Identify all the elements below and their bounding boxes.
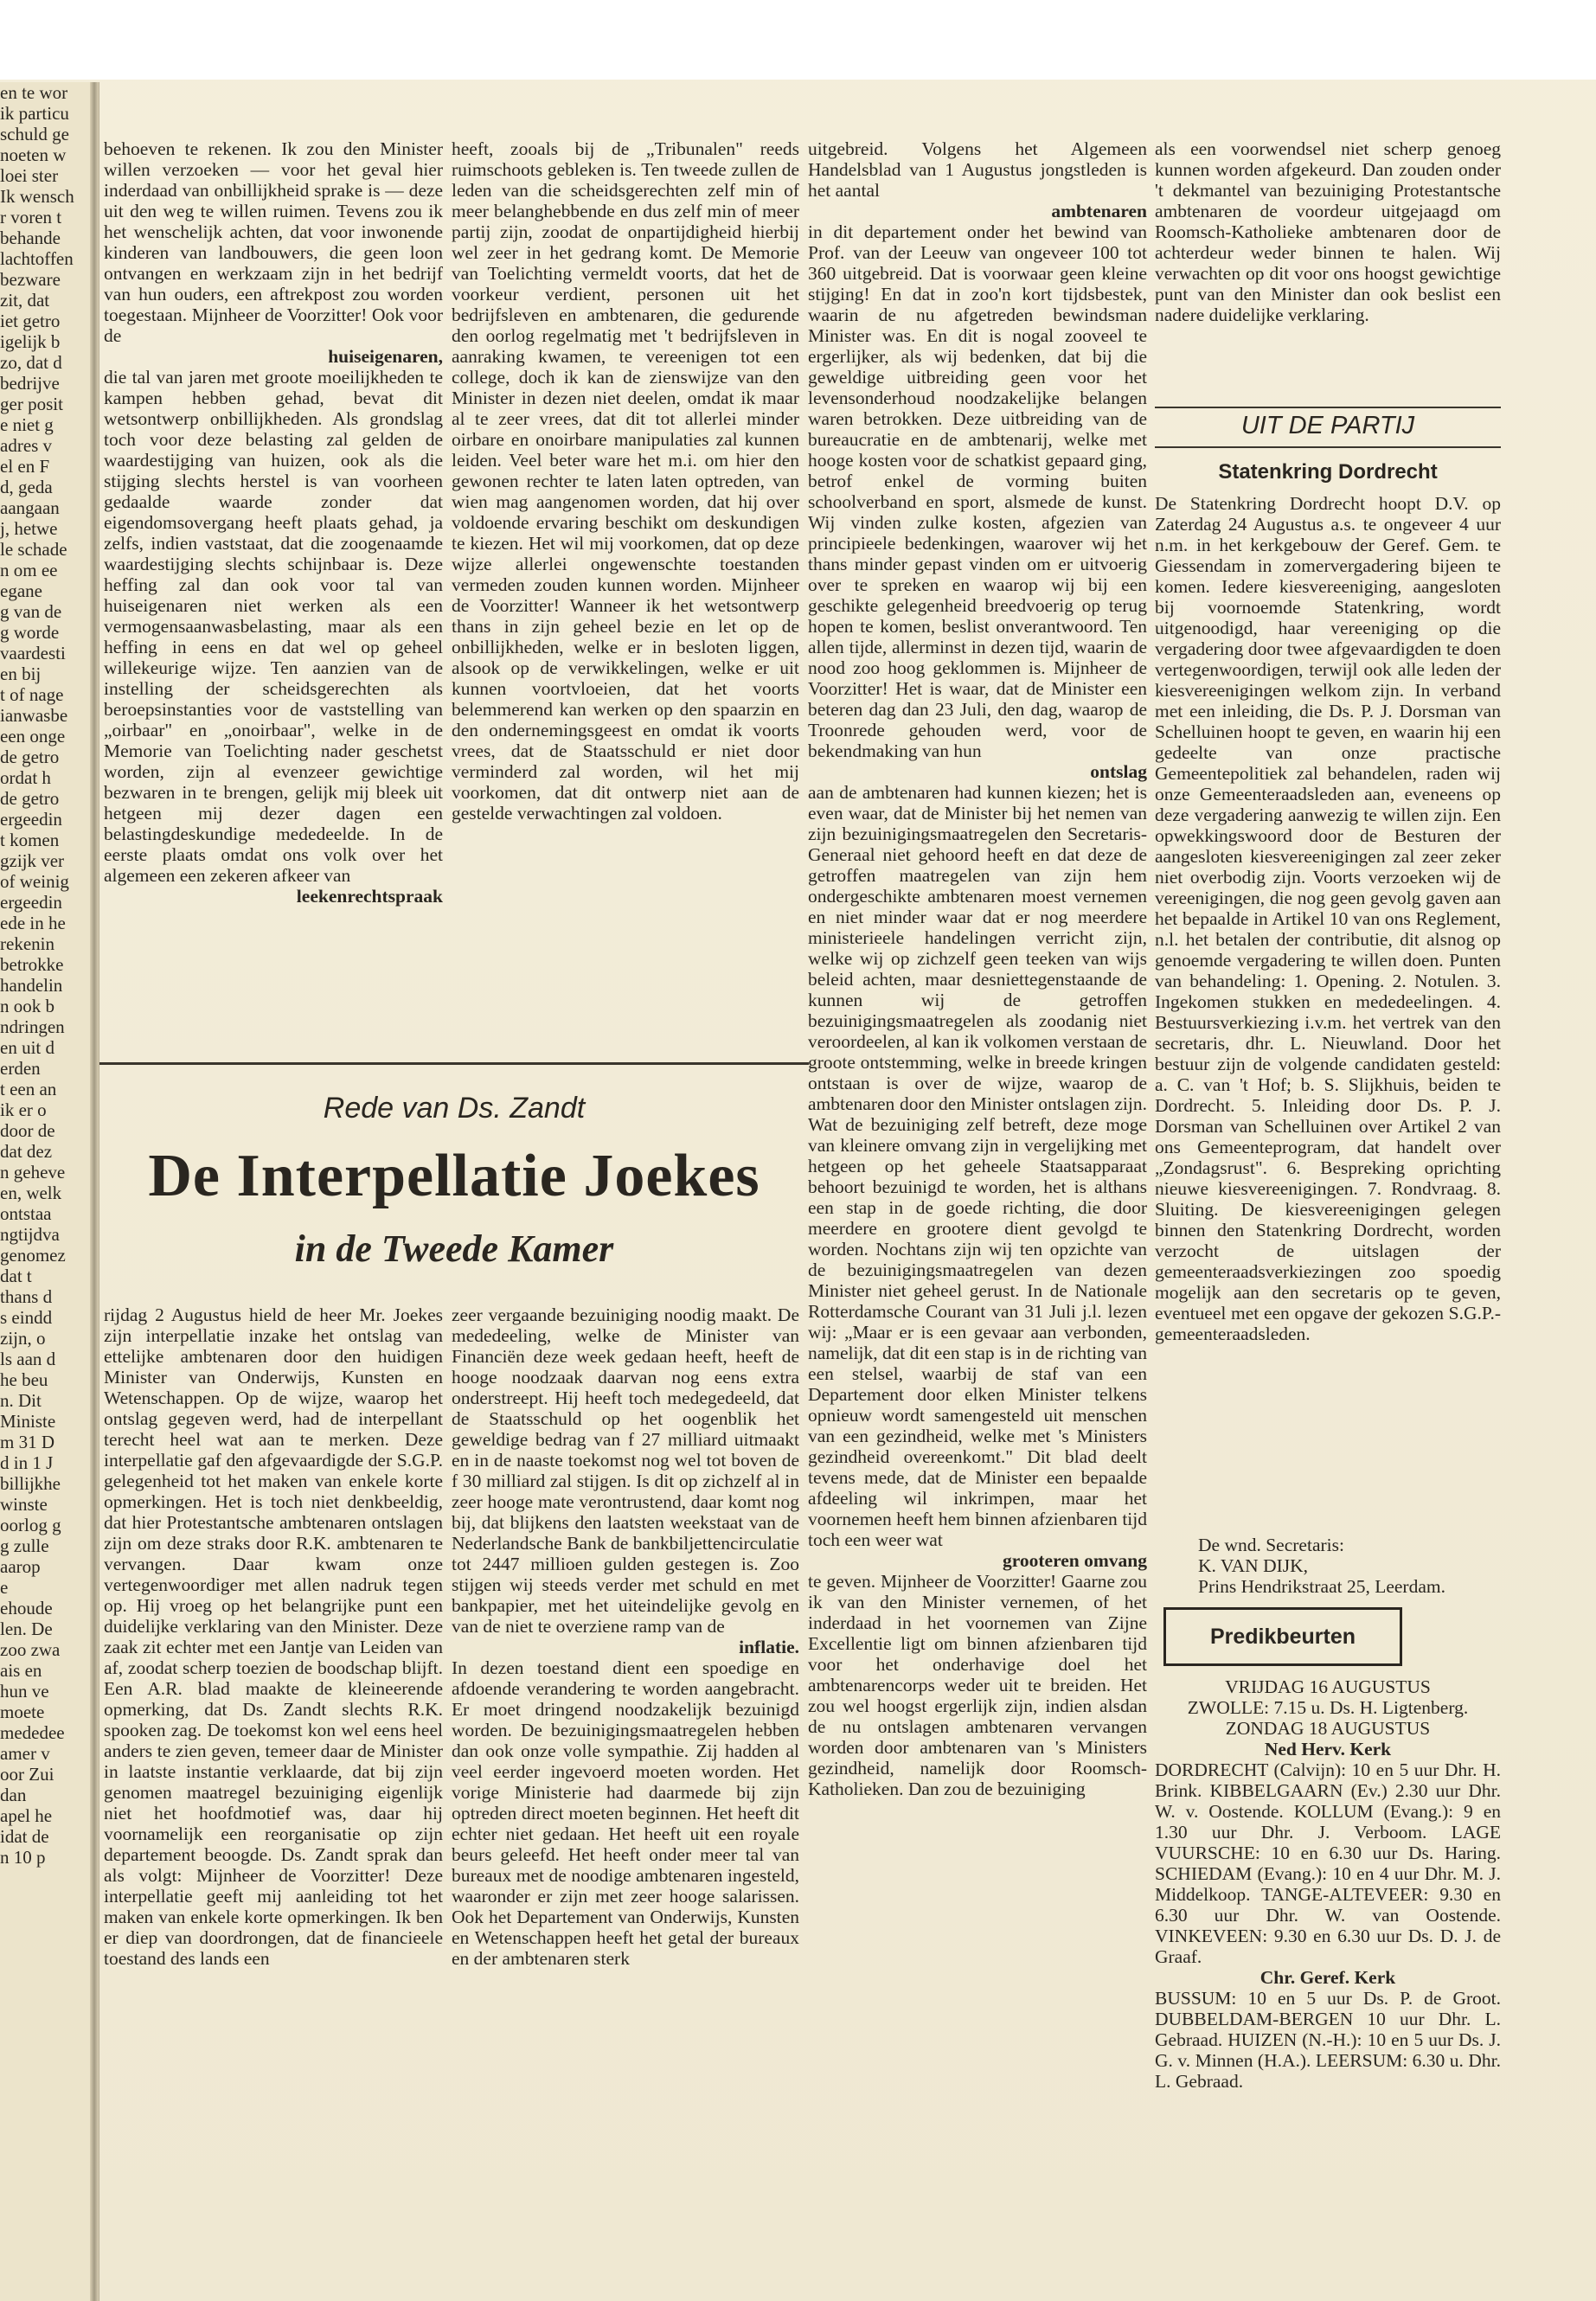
left-edge-fragments — [0, 82, 97, 1868]
column-4-top — [1155, 138, 1501, 402]
scan-top-margin — [0, 0, 1596, 80]
col3-paragraph-b: in dit departement onder het bewind van Prof. van der Leeuw van ongeveer 100 tot 360 uitgebreid. Dat is voorwaar geen kleine stijging! En dat in zoo'n kort tijdsbestek, waarin de nu afgetreden bewindsman Minister was. En dit is nogal zooveel te ergerlijker, als wij bedenken, dat bij die geweldige uitbreiding geen voor het levensonderhoud noodzakelijke belangen waren betrokken. Deze uitbreiding van de bureaucratie en de ambtenarij, welke met hooge kosten voor de schatkist gepaard ging, betrof enkel de vorming buiten schoolverband en sport, alsmede de kunst. Wij vinden zulke kosten, afgezien van principieele bedenkingen, waarover wij het thans minder gepast vinden om er uitvoerig over te spreken en waarop wij bij een geschikte gelegenheid breedvoerig op terug hopen te komen, beslist onverantwoord. Ten allen tijde, allerminst in dezen tijd, waarin de nood zoo hoog geklommen is. Mijnheer de Voorzitter! Het is waar, dat de Minister een beteren dag dan 23 Juli, den dag, waarop de Troonrede gehouden werd, voor de bekendmaking van hun — [808, 221, 1147, 761]
column-3 — [808, 138, 1147, 2187]
left-edge-fragment: Ministe — [0, 1411, 56, 1432]
left-edge-fragment: ls aan d — [0, 1349, 56, 1369]
col2-bottom-paragraph: zeer vergaande bezuiniging noodig maakt. De mededeeling, welke de Minister van Financiën deze week gedaan heeft, heeft de hooge noodzaak daarvan nog eens extra onderstreept. Hij heeft toch medegedeeld, dat de Staatsschuld op het oogenblik het geweldige bedrag van f 27 milliard uitmaakt en in de naaste toekomst nog wel tot boven de f 30 milliard zal stijgen. Is dit op zichzelf al in zeer hooge mate verontrustend, daar komt nog bij, dat blijkens den laatsten weekstaat van de Nederlandsche Bank de bankbiljettencirculatie tot 2447 millioen gulden gestegen is. Zoo stijgen wij steeds verder met schuld en met bankpapier, met het uiteindelijke gevolg en van de niet te overziene ramp van de — [452, 1304, 799, 1637]
preek-heading-ned-herv: Ned Herv. Kerk — [1264, 1739, 1392, 1759]
left-edge-fragment: egane — [0, 580, 42, 601]
left-edge-fragment: aangaan — [0, 497, 60, 518]
article-kicker: Rede van Ds. Zandt — [323, 1092, 586, 1125]
left-edge-fragment: n om ee — [0, 560, 58, 580]
left-edge-fragment: en, welk — [0, 1183, 62, 1203]
left-edge-fragment: lachtoffen — [0, 248, 74, 269]
left-edge-fragment: r voren t — [0, 207, 62, 228]
left-edge-fragment: igelijk b — [0, 331, 61, 352]
preek-list-ned-herv — [1155, 1759, 1501, 1967]
left-edge-fragment: n geheve — [0, 1162, 66, 1183]
column-1-bottom — [104, 1304, 443, 2187]
left-edge-fragment: mededee — [0, 1722, 65, 1743]
left-edge-fragment: oor Zui — [0, 1764, 54, 1785]
col2-bottom-paragraph-2: In dezen toestand dient een spoedige en afdoende verandering te worden aangebracht. Er moet dringend noodzakelijk bezuinigd worden. De bezuinigingsmaatregelen hebben dan ook onze volle sympathie. Zij hadden al veel eerder ingevoerd moeten worden. Het vorige Ministerie had daarmede bij zijn optreden direct moeten beginnen. Het heeft dit echter niet gedaan. Het heeft uit een royale beurs geleefd. Het heeft onder meer tal van bureaux met de noodige ambtenaren ingesteld, waaronder er zijn met zeer hooge salarissen. Ook het Departement van Onderwijs, Kunsten en Wetenschappen heeft het getal der bureaux en der ambtenaren sterk — [452, 1657, 799, 1969]
col1-paragraph: behoeven te rekenen. Ik zou den Minister willen verzoeken — voor het geval hier inderdaad van onbillijkheid sprake is — deze uit den weg te willen ruimen. Tevens zou ik het wenschelijk achten, dat voor inwonende kinderen van landbouwers, die geen loon ontvangen en werkzaam zijn in het bedrijf van hun ouders, een aftrekpost zou worden toegestaan. Mijnheer de Voorzitter! Ook voor de — [104, 138, 443, 346]
left-edge-fragment: ngtijdva — [0, 1224, 60, 1245]
page-fold — [90, 82, 99, 2301]
preek-day-friday: VRIJDAG 16 AUGUSTUS — [1225, 1676, 1431, 1697]
left-edge-fragment: zoo zwa — [0, 1639, 61, 1660]
left-edge-fragment: ergeedin — [0, 809, 62, 830]
left-edge-fragment: apel he — [0, 1805, 53, 1826]
left-edge-fragment: oorlog g — [0, 1515, 61, 1535]
left-edge-fragment: vaardesti — [0, 643, 66, 663]
secretary-name: K. VAN DIJK, — [1198, 1555, 1309, 1576]
left-edge-fragment: of weinig — [0, 871, 69, 892]
left-edge-fragment: ehoude — [0, 1598, 53, 1618]
left-edge-fragment: t een an — [0, 1079, 57, 1099]
left-edge-fragment: Ik wensch — [0, 186, 74, 207]
column-1-top — [104, 138, 443, 1055]
left-edge-fragment: ger posit — [0, 394, 63, 414]
col1-paragraph-2: die tal van jaren met groote moeilijkheden te kampen hebben gehad, bevat dit wetsontwerp onbillijkheden. Als grondslag toch voor deze belasting zal gelden de waardestijging van huizen, ook als die stijging slechts herstel is van voorheen gedaalde waarde zonder dat eigendomsovergang heeft plaats gehad, ja zelfs, indien vaststaat, dat die zoogenaamde waardestijging slechts schijnbaar is. Deze heffing zal dan ook voor tal van huiseigenaren niet werken als een vermogensaanwasbelasting, maar als een heffing in eens en dat wel op geheel willekeurige wijze. Ten aanzien van de instelling der scheidsgerechten als beroepsinstanties voor de vaststelling van „oirbaar" en „onoirbaar", welke in de Memorie van Toelichting nader geschetst worden, zijn al evenzeer gewichtige bezwaren in te brengen, gelijk mij bleek uit hetgeen mij dezer dagen een belastingdeskundige mededeelde. In de eerste plaats omdat ons volk over het algemeen een zekeren afkeer van — [104, 367, 443, 886]
col3-paragraph-c: aan de ambtenaren had kunnen kiezen; het is even waar, dat de Minister bij het nemen van zijn bezuinigingsmaatregelen den Secretaris-Generaal niet gehoord heeft en dat deze de getroffen maatregelen van zijn hem ondergeschikte ambtenaren moest vernemen en niet minder waar dat er nog meerdere ministerieele handelingen verricht zijn, welke wij op zichzelf geen teeken van wijs beleid achten, maar desniettegenstaande de kunnen wij de getroffen bezuinigingsmaatregelen als zoodanig niet veroordeelen, al kan ik volkomen verstaan de groote ontstemming, welke in breede kringen ontstaan is over de wijze, waarop de ambtenaren door den Minister ontslagen zijn. Wat de bezuiniging zelf betreft, deze moge van kleinere omvang zijn in vergelijking met hetgeen op het geheele Staatsapparaat behoort bezuinigd te worden, het is althans een stap in de goede richting, die door meerdere en grootere dient gevolgd te worden. Nochtans zijn wij ten opzichte van de bezuinigingsmaatregelen van dezen Minister niet geheel gerust. In de Nationale Rotterdamsche Courant van 31 Juli j.l. lezen wij: „Maar er is een gevaar aan verbonden, namelijk, dat dit een stap is in de richting van een stelsel, waarbij de staf van een Departement door elken Minister telkens opnieuw wordt samengesteld uit menschen van een gezindheid, welke met 's Ministers gezindheid overeenkomt." Dit blad deelt tevens mede, dat de Minister een bepaalde afdeeling wil inkrimpen, maar het voornemen heeft hem binnen afzienbaren tijd toch een weer wat — [808, 782, 1147, 1550]
left-edge-fragment: erden — [0, 1058, 41, 1079]
preek-list-text-1: DORDRECHT (Calvijn): 10 en 5 uur Dhr. H. Brink. KIBBELGAARN (Ev.) 2.30 uur Dhr. W. v. Oostende. KOLLUM (Evang.): 9 en 1.30 uur Dhr. J. Verboom. LAGE VUURSCHE: 10 en 6.30 uur Ds. Haring. SCHIEDAM (Evang.): 10 en 4 uur Dhr. M. J. Middelkoop. TANGE-ALTEVEER: 9.30 en 6.30 uur Dhr. W. van Oostende. VINKEVEEN: 9.30 en 6.30 uur Ds. D. J. de Graaf. — [1155, 1759, 1501, 1967]
left-edge-fragment: thans d — [0, 1286, 53, 1307]
left-edge-fragment: le schade — [0, 539, 67, 560]
left-edge-fragment: ndringen — [0, 1016, 65, 1037]
col3-subheading-ontslag: ontslag — [1090, 761, 1147, 782]
left-edge-fragment: zijn, o — [0, 1328, 46, 1349]
predikbeurten-box: Predikbeurten — [1163, 1607, 1402, 1666]
left-edge-fragment: noeten w — [0, 144, 67, 165]
left-edge-fragment: g van de — [0, 601, 62, 622]
article-separator-rule — [99, 1062, 809, 1065]
left-edge-fragment: ik er o — [0, 1099, 47, 1120]
left-edge-fragment: len. De — [0, 1618, 53, 1639]
col3-subheading-grooteren-omvang: grooteren omvang — [1002, 1550, 1147, 1571]
col3-paragraph-a: uitgebreid. Volgens het Algemeen Handelsblad van 1 Augustus jongstleden is het aantal — [808, 138, 1147, 201]
left-edge-fragment: bedrijve — [0, 373, 60, 394]
left-edge-fragment: zo, dat d — [0, 352, 62, 373]
col1-subheading-leekenrechtspraak: leekenrechtspraak — [296, 886, 443, 907]
statenkring-text: De Statenkring Dordrecht hoopt D.V. op Zaterdag 24 Augustus a.s. te ongeveer 4 uur n.m. in het kerkgebouw der Geref. Gem. te Giessendam in zomervergadering bijeen te komen. Iedere kiesvereeniging, aangesloten bij voornoemde Statenkring, wordt uitgenoodigd, haar vereeniging op die vergadering door twee afgevaardigden te doen vertegenwoordigen, terwijl ook alle leden der kiesvereenigingen welkom zijn. In verband met een inleiding, die Ds. P. J. Dorsman van Schelluinen hoopt te geven, en waarin hij een gedeelte van onze practische Gemeentepolitiek zal behandelen, raden wij onze Gemeenteraadsleden aan, eveneens op deze vergadering aanwezig te willen zijn. Een opwekkingswoord door de Besturen der aangesloten kiesvereenigingen zal zeer zeker niet overbodig zijn. Voorts verzoeken wij de vereenigingen, die nog geen gevolg gaven aan het bepaalde in Artikel 10 van ons Reglement, n.l. het betalen der contributie, dit alsnog op genoemde vergadering te willen doen. Punten van behandeling: 1. Opening. 2. Notulen. 3. Ingekomen stukken en mededeelingen. 4. Bestuursverkiezing i.v.m. het vertrek van den secretaris, dhr. L. Nieuwland. Door het bestuur zijn de volgende candidaten gesteld: a. C. van 't Hof; b. S. Slijkhuis, beiden te Dordrecht. 5. Inleiding door Ds. P. J. Dorsman van Schelluinen over Artikel 2 van ons Gemeenteprogram, dat handelt over „Zondagsrust". 6. Bespreking oprichting nieuwe kiesvereenigingen. 7. Rondvraag. 8. Sluiting. De kiesvereenigingen gelegen binnen den Statenkring Dordrecht, worden verzocht de uitslagen der gemeenteraadsverkiezingen zoo spoedig mogelijk aan den secretaris op te geven, eventueel met een opgave der gekozen S.G.P.-gemeenteraadsleden. — [1155, 493, 1501, 1344]
left-edge-fragment: genomez — [0, 1245, 66, 1266]
col3-paragraph-d: te geven. Mijnheer de Voorzitter! Gaarne zou ik van den Minister vernemen, of het inderdaad in het voornemen van Zijne Excellentie ligt om binnen afzienbaren tijd voor het onderhavige doel het ambtenarencorps weder uit te breiden. Het zou wel hoogst ergerlijk zijn, indien alsdan de nu ontslagen ambtenaren vervangen worden door ambtenaren van 's Ministers gezindheid, namelijk door Roomsch-Katholieken. Dan zou de bezuiniging — [808, 1571, 1147, 1799]
statenkring-notice — [1155, 493, 1501, 1533]
col2-paragraph: heeft, zooals bij de „Tribunalen" reeds ruimschoots gebleken is. Ten tweede zullen de leden van die scheidsgerechten zelf min of meer belanghebbende en dus zelf min of meer partij zijn, zoodat de onpartijdigheid hierbij wel zeer in het gedrang komt. De Memorie van Toelichting vermeldt voorts, dat het de voorkeur verdient, personen uit het bedrijfsleven en ambtenaren, die gedurende den oorlog regelmatig met 't bedrijfsleven in aanraking kwamen, te vereenigen tot een college, doch ik kan de zienswijze van den Minister in dezen niet deelen, omdat ik maar al te zeer vrees, dat dit tot allerlei minder oirbare en onoirbare manipulaties zal kunnen leiden. Veel beter ware het m.i. om hier den gewonen rechter te laten laten optreden, van wien mag aangenomen worden, dat hij over voldoende ervaring beschikt om deskundigen te kiezen. Het wil mij voorkomen, dat op deze wijze allerlei ongewenschte toestanden vermeden zouden kunnen worden. Mijnheer de Voorzitter! Wanneer ik het wetsontwerp thans in zijn geheel bezie en let op de onbillijkheden, welke er in besloten liggen, alsook op de verwikkelingen, welke er uit kunnen voortvloeien, dat het voorts belemmerend kan werken op den spaarzin en den ondernemingsgeest en omdat ik voorts vrees, dat de Staatsschuld er niet door verminderd zal worden, wil het mij voorkomen, dat dit ontwerp niet aan de gestelde verwachtingen zal voldoen. — [452, 138, 799, 824]
left-edge-fragment: amer v — [0, 1743, 50, 1764]
preek-day-sunday: ZONDAG 18 AUGUSTUS — [1225, 1718, 1431, 1739]
left-edge-fragment: rekenin — [0, 933, 54, 954]
col1-subheading-huiseigenaren: huiseigenaren, — [328, 346, 443, 367]
left-edge-fragment: en uit d — [0, 1037, 54, 1058]
left-edge-fragment: door de — [0, 1120, 55, 1141]
column-2-top — [452, 138, 799, 1055]
col4-paragraph: als een voorwendsel niet scherp genoeg kunnen worden afgekeurd. Dan zouden onder 't dekmantel van bezuiniging Protestantsche ambtenaren de voordeur uitgejaagd om Roomsch-Katholieke ambtenaren door de achterdeur weder binnen te halen. Wij verwachten op dit voor ons hoogst gewichtige punt van den Minister dan ook beslist een nadere duidelijke verklaring. — [1155, 138, 1501, 325]
left-edge-fragment: n ook b — [0, 996, 54, 1016]
left-edge-fragment: n. Dit — [0, 1390, 42, 1411]
preek-list-chr-geref — [1155, 1988, 1501, 2092]
article-headline: De Interpellatie Joekes — [148, 1143, 760, 1209]
left-edge-fragment: d in 1 J — [0, 1452, 54, 1473]
left-edge-fragment: j, hetwe — [0, 518, 58, 539]
left-edge-fragment: bezware — [0, 269, 61, 290]
left-edge-fragment: ais en — [0, 1660, 42, 1681]
left-edge-fragment: t komen — [0, 830, 60, 850]
left-edge-fragment: dan — [0, 1785, 27, 1805]
left-edge-fragment: m 31 D — [0, 1432, 54, 1452]
left-edge-fragment: ergeedin — [0, 892, 62, 913]
left-edge-fragment: de getro — [0, 747, 60, 767]
statenkring-title: Statenkring Dordrecht — [1218, 460, 1438, 484]
left-edge-fragment: behande — [0, 228, 61, 248]
left-edge-fragment: billijkhe — [0, 1473, 61, 1494]
left-edge-fragment: adres v — [0, 435, 53, 456]
preek-zwolle: ZWOLLE: 7.15 u. Ds. H. Ligtenberg. — [1187, 1697, 1469, 1718]
left-edge-fragment: en bij — [0, 663, 42, 684]
left-edge-fragment: een onge — [0, 726, 66, 747]
left-edge-fragment: ik particu — [0, 103, 69, 124]
left-edge-fragment: n 10 p — [0, 1847, 46, 1868]
left-edge-fragment: t of nage — [0, 684, 64, 705]
left-edge-fragment: g worde — [0, 622, 60, 643]
secretary-address: Prins Hendrikstraat 25, Leerdam. — [1198, 1576, 1445, 1597]
left-edge-fragment: de getro — [0, 788, 60, 809]
left-edge-fragment: dat dez — [0, 1141, 53, 1162]
left-edge-fragment: ontstaa — [0, 1203, 52, 1224]
col1-bottom-paragraph: rijdag 2 Augustus hield de heer Mr. Joekes zijn interpellatie inzake het ontslag van ettelijke ambtenaren door den huidigen Minister van Onderwijs, Kunsten en Wetenschappen. Op de wijze, waarop het ontslag gegeven werd, had de interpellant terecht heel wat aan te merken. Deze interpellatie gaf den afgevaardigde der S.G.P. gelegenheid tot het maken van enkele korte opmerkingen. Het is toch niet denkbeeldig, dat hier Protestantsche ambtenaren ontslagen zijn om deze straks door R.K. ambtenaren te vervangen. Daar kwam onze vertegenwoordiger met allen nadruk tegen op. Hij vroeg op het belangrijke punt een duidelijke verklaring van den Minister. Deze zaak zit echter met een Jantje van Leiden van af, zoodat scherp toezien de boodschap blijft. Een A.R. blad maakte de kleineerende opmerking, dat Ds. Zandt slechts R.K. spooken zag. De toekomst kon wel eens heel anders te zien geven, temeer daar de Minister in laatste instantie verklaarde, dat bij zijn genomen maatregel bezuiniging eigenlijk niet het hoofdmotief was, daar hij voornamelijk een reorganisatie op zijn departement beoogde. Ds. Zandt sprak dan als volgt: Mijnheer de Voorzitter! Deze interpellatie geeft mij aanleiding tot het maken van enkele korte opmerkingen. Ik ben er diep van doordrongen, dat de financieele toestand des lands een — [104, 1304, 443, 1969]
left-edge-fragment: betrokke — [0, 954, 64, 975]
left-edge-fragment: el en F — [0, 456, 50, 477]
secretary-label: De wnd. Secretaris: — [1198, 1535, 1344, 1555]
preek-list-text-2: BUSSUM: 10 en 5 uur Ds. P. de Groot. DUBBELDAM-BERGEN 10 uur Dhr. L. Gebraad. HUIZEN (N.-H.): 10 en 5 uur Ds. J. G. v. Minnen (H.A.). LEERSUM: 6.30 u. Dhr. L. Gebraad. — [1155, 1988, 1501, 2092]
left-edge-fragment: ede in he — [0, 913, 66, 933]
left-edge-fragment: ordat h — [0, 767, 51, 788]
col2-subheading-inflatie: inflatie. — [739, 1637, 799, 1657]
left-edge-fragment: e — [0, 1577, 9, 1598]
left-edge-fragment: aarop — [0, 1556, 41, 1577]
left-edge-fragment: g zulle — [0, 1535, 49, 1556]
left-edge-fragment: hun ve — [0, 1681, 49, 1702]
left-edge-fragment: zit, dat — [0, 290, 50, 311]
left-edge-fragment: e niet g — [0, 414, 54, 435]
left-edge-fragment: idat de — [0, 1826, 49, 1847]
party-section-rule-top — [1155, 407, 1501, 408]
article-subheadline: in de Tweede Kamer — [294, 1227, 614, 1270]
left-edge-fragment: gzijk ver — [0, 850, 65, 871]
left-page-edge — [0, 82, 99, 2301]
column-2-bottom — [452, 1304, 799, 2187]
left-edge-fragment: schuld ge — [0, 124, 69, 144]
col3-subheading-ambtenaren: ambtenaren — [1051, 201, 1147, 221]
party-section-title: UIT DE PARTIJ — [1240, 412, 1415, 439]
left-edge-fragment: loei ster — [0, 165, 59, 186]
left-edge-fragment: moete — [0, 1702, 45, 1722]
left-edge-fragment: iet getro — [0, 311, 61, 331]
left-edge-fragment: ianwasbe — [0, 705, 68, 726]
left-edge-fragment: d, geda — [0, 477, 53, 497]
left-edge-fragment: en te wor — [0, 82, 68, 103]
party-section-rule-bottom — [1155, 446, 1501, 448]
preek-heading-chr-geref: Chr. Geref. Kerk — [1259, 1967, 1396, 1988]
left-edge-fragment: winste — [0, 1494, 48, 1515]
left-edge-fragment: s eindd — [0, 1307, 53, 1328]
left-edge-fragment: he beu — [0, 1369, 48, 1390]
left-edge-fragment: handelin — [0, 975, 63, 996]
left-edge-fragment: dat t — [0, 1266, 32, 1286]
